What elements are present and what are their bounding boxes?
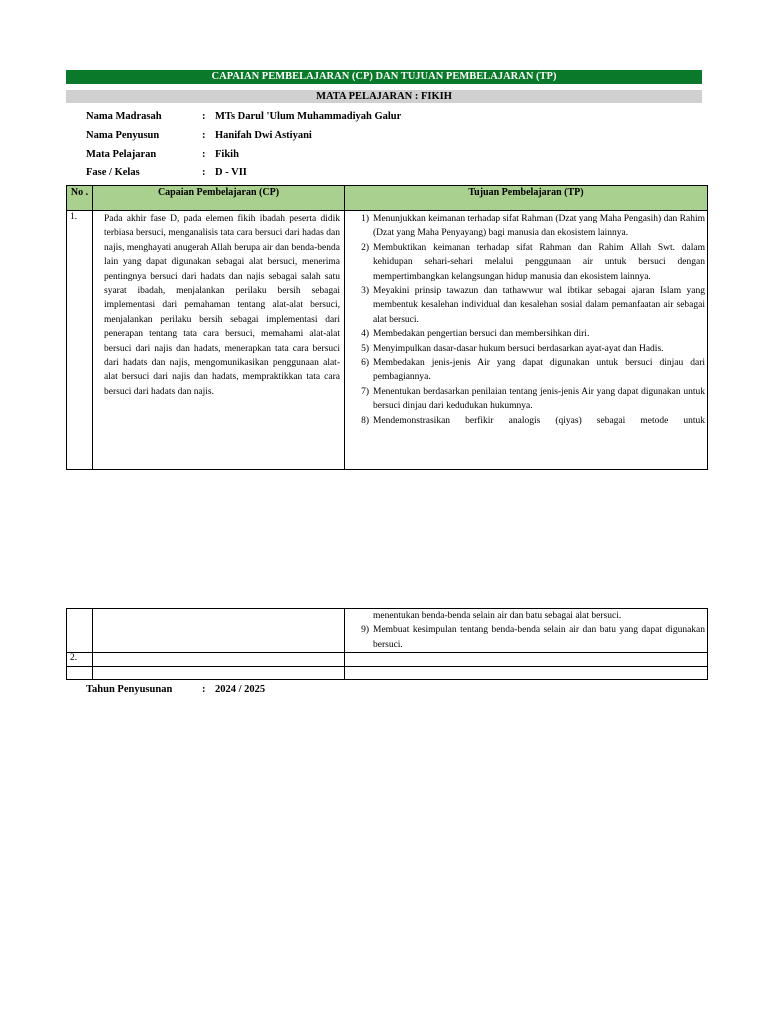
list-item bbox=[361, 623, 705, 652]
cp-cell bbox=[93, 609, 345, 653]
table-row bbox=[67, 667, 708, 680]
info-label: Fase / Kelas bbox=[86, 167, 140, 178]
info-value: MTs Darul 'Ulum Muhammadiyah Galur bbox=[215, 111, 402, 122]
item-number: 4 ) bbox=[355, 327, 369, 341]
list-item bbox=[361, 414, 705, 428]
item-text: Menyimpulkan dasar-dasar hukum bersuci berdasarkan ayat-ayat dan Hadis. bbox=[373, 343, 664, 354]
list-item bbox=[361, 212, 705, 241]
document-title: CAPAIAN PEMBELAJARAN (CP) DAN TUJUAN PEMBELAJARAN (TP) bbox=[66, 70, 702, 84]
item-text: Membuat kesimpulan tentang benda-benda selain air dan batu yang dapat digunakan bersuci. bbox=[373, 625, 705, 650]
list-item bbox=[361, 356, 705, 385]
info-colon: : bbox=[202, 149, 206, 160]
tp-cell bbox=[345, 653, 708, 667]
footer-colon: : bbox=[202, 684, 206, 695]
item-text: Menentukan berdasarkan penilaian tentang jenis-jenis Air yang dapat digunakan untuk bersuci dinjau dari kedudukan hukumnya. bbox=[373, 386, 705, 412]
info-row-fase bbox=[86, 166, 646, 179]
row-number bbox=[67, 609, 93, 653]
table-row bbox=[67, 653, 708, 667]
footer-label: Tahun Penyusunan bbox=[86, 684, 173, 695]
tp-cell bbox=[345, 211, 708, 470]
list-item bbox=[361, 241, 705, 284]
row-number: 2. bbox=[67, 653, 93, 667]
info-value: Hanifah Dwi Astiyani bbox=[215, 130, 312, 141]
info-label: Nama Penyusun bbox=[86, 130, 160, 141]
cp-cell bbox=[93, 211, 345, 470]
item-number: 6 ) bbox=[355, 356, 369, 370]
list-item bbox=[361, 284, 705, 327]
cp-tp-table bbox=[66, 185, 708, 470]
item-text: Mendemonstrasikan berfikir analogis (qiyas) sebagai metode untuk bbox=[373, 415, 705, 426]
info-value: Fikih bbox=[215, 149, 239, 160]
item-number: 1 ) bbox=[355, 212, 369, 226]
header-cp: Capaian Pembelajaran (CP) bbox=[93, 186, 345, 211]
info-row-penyusun bbox=[86, 129, 646, 142]
tp-cell bbox=[345, 667, 708, 680]
info-row-madrasah bbox=[86, 110, 646, 123]
info-label: Mata Pelajaran bbox=[86, 149, 157, 160]
cp-cell bbox=[93, 653, 345, 667]
item-number: 5 ) bbox=[355, 342, 369, 356]
item-text: Menunjukkan keimanan terhadap sifat Rahman (Dzat yang Maha Pengasih) dan Rahim (Dzat yang Maha Penyayang) bagi manusia dan ekosistem lainnya. bbox=[373, 214, 705, 239]
item-text: Membuktikan keimanan terhadap sifat Rahman dan Rahim Allah Swt. dalam kehidupan sehari-sehari melalui penggunaan air untuk bersuci dengan mempertimbangkan kelangsungan hidup manusia dan ekosistem lainnya. bbox=[373, 242, 705, 282]
item-text: Membedakan pengertian bersuci dan membersihkan diri. bbox=[373, 329, 590, 340]
footer-value: 2024 / 2025 bbox=[215, 684, 266, 695]
item-text: Meyakini prinsip tawazun dan tathawwur wal ibtikar sebagai ajaran Islam yang membentuk kesalehan individual dan kesalehan sosial dalam pemanfaatan air sebagai alat bersuci. bbox=[373, 286, 705, 325]
item-text: menentukan benda-benda selain air dan batu sebagai alat bersuci. bbox=[373, 611, 622, 621]
subject-heading: MATA PELAJARAN : FIKIH bbox=[66, 90, 702, 103]
item-text: Membedakan jenis-jenis Air yang dapat digunakan untuk bersuci dinjau dari pembagiannya. bbox=[373, 358, 705, 383]
row-number: 1. bbox=[67, 211, 93, 470]
info-label: Nama Madrasah bbox=[86, 111, 162, 122]
info-colon: : bbox=[202, 111, 206, 122]
item-number: 7 ) bbox=[355, 385, 369, 399]
list-item-continued bbox=[369, 609, 705, 623]
info-value: D - VII bbox=[215, 167, 247, 178]
footer-year-row bbox=[86, 683, 486, 696]
header-tp: Tujuan Pembelajaran (TP) bbox=[345, 186, 708, 211]
row-number bbox=[67, 667, 93, 680]
item-number: 3 ) bbox=[355, 284, 369, 298]
info-row-mapel bbox=[86, 148, 646, 161]
table-row bbox=[67, 211, 708, 470]
item-number: 9 ) bbox=[355, 623, 369, 637]
cp-cell bbox=[93, 667, 345, 680]
info-colon: : bbox=[202, 130, 206, 141]
cp-text: Pada akhir fase D, pada elemen fikih ibadah peserta didik terbiasa bersuci, menganalisis tata cara bersuci dari hadas dan najis, menghayati anugerah Allah berupa air dan benda-benda lain yang dapat digunakan sebagai alat bersuci, menerima pentingnya bersuci dari hadats dan najis sebagai salah satu syarat ibadah, menjalankan perilaku bersih sebagai implementasi dari pemahaman tentang alat-alat bersuci, menjalankan perilaku bersih sebagai implementasi dari penerapan tentang tata cara bersuci, memahami alat-alat bersuci dari najis dan hadats, menerapkan tata cara bersuci dari hadats dan najis, mengomunikasikan penggunaan alat-alat bersuci dari najis dan hadats, mempraktikkan tata cara bersuci dari hadats dan najis. bbox=[104, 214, 340, 397]
info-colon: : bbox=[202, 167, 206, 178]
item-number: 8 ) bbox=[355, 414, 369, 428]
table-row bbox=[67, 609, 708, 653]
list-item bbox=[361, 385, 705, 414]
tp-cell bbox=[345, 609, 708, 653]
header-no: No . bbox=[67, 186, 93, 211]
table-header-row bbox=[67, 186, 708, 211]
list-item bbox=[361, 327, 705, 341]
list-item bbox=[361, 342, 705, 356]
cp-tp-table-continued bbox=[66, 608, 708, 680]
tp-list bbox=[345, 609, 707, 652]
item-number: 2 ) bbox=[355, 241, 369, 255]
tp-list bbox=[345, 211, 707, 428]
